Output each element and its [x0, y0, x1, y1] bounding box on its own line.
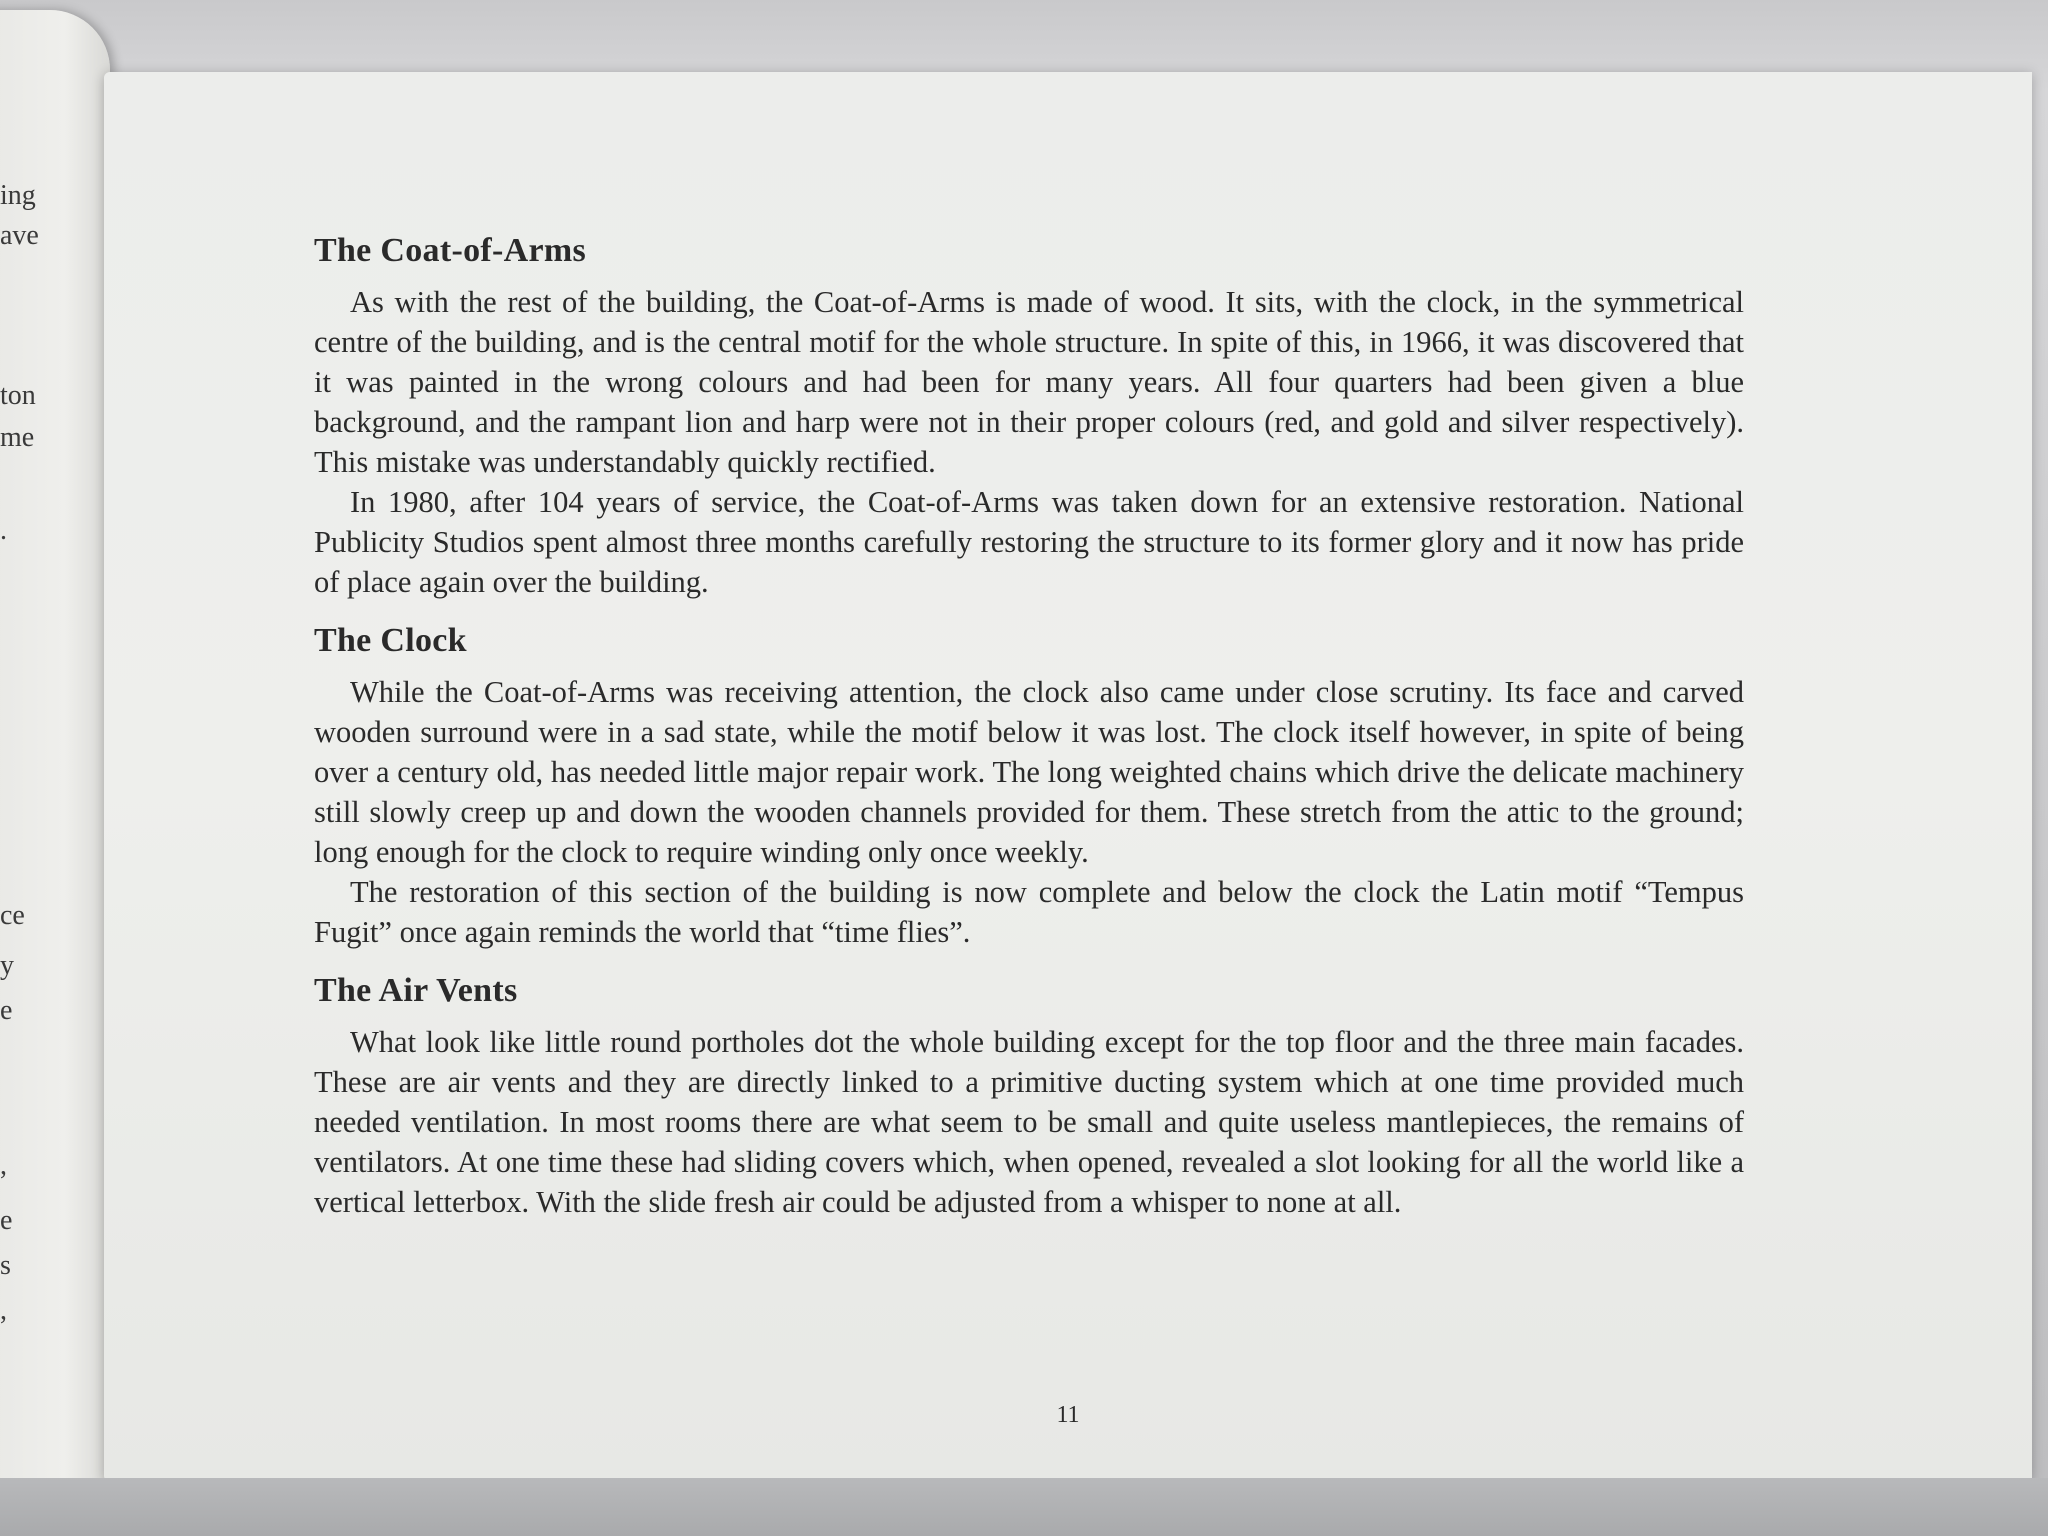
- section-heading: The Coat-of-Arms: [314, 232, 587, 269]
- section-heading: The Clock: [314, 622, 467, 659]
- paragraph: As with the rest of the building, the Coat-of-Arms is made of wood. It sits, with the clock, in the symmetrical centre of the building, and is the central motif for the whole structure. In spite of this, in 1966, it was discovered that it was painted in the wrong colours and had been for many years. All four quarters had been given a blue background, and the rampant lion and harp were not in their proper colours (red, and gold and silver respectively). This mistake was understandably quickly rectified.: [314, 285, 1744, 479]
- section-coat-of-arms: [314, 232, 1744, 602]
- facing-page-text: y: [0, 950, 14, 981]
- facing-page-text: me: [0, 422, 35, 453]
- section-heading: The Air Vents: [314, 972, 518, 1009]
- facing-page-text: ,: [0, 1150, 7, 1181]
- page-number: 11: [1056, 1402, 1080, 1428]
- paragraph: What look like little round portholes dot the whole building except for the top floor and the three main facades. These are air vents and they are directly linked to a primitive ducting system which at one time provided much needed ventilation. In most rooms there are what seem to be small and quite useless mantlepieces, the remains of ventilators. At one time these had sliding covers which, when opened, revealed a slot looking for all the world like a vertical letterbox. With the slide fresh air could be adjusted from a whisper to none at all.: [314, 1025, 1744, 1219]
- facing-page-text: ton: [0, 380, 36, 411]
- facing-page: [0, 10, 110, 1510]
- facing-page-text: ce: [0, 900, 25, 931]
- facing-page-text: s: [0, 1250, 11, 1281]
- paragraph: While the Coat-of-Arms was receiving attention, the clock also came under close scrutiny. Its face and carved wooden surround were in a sad state, while the motif below it was lost. The clock itself however, in spite of being over a century old, has needed little major repair work. The long weighted chains which drive the delicate machinery still slowly creep up and down the wooden channels provided for them. These stretch from the attic to the ground; long enough for the clock to require winding only once weekly.: [314, 675, 1744, 869]
- table-surface: [0, 1478, 2048, 1536]
- facing-page-text: ,: [0, 1295, 7, 1326]
- paragraph: In 1980, after 104 years of service, the Coat-of-Arms was taken down for an extensive restoration. National Publicity Studios spent almost three months carefully restoring the structure to its former glory and it now has pride of place again over the building.: [314, 485, 1744, 599]
- section-clock: [314, 622, 1744, 952]
- facing-page-text: .: [0, 515, 7, 546]
- section-air-vents: [314, 972, 1744, 1222]
- paragraph: The restoration of this section of the building is now complete and below the clock the Latin motif “Tempus Fugit” once again reminds the world that “time flies”.: [314, 875, 1744, 949]
- booklet-page: [104, 72, 2032, 1480]
- page-content: [314, 232, 1744, 1242]
- facing-page-text: e: [0, 1205, 13, 1236]
- facing-page-text: ing: [0, 180, 36, 211]
- facing-page-text: e: [0, 995, 13, 1026]
- facing-page-text: ave: [0, 220, 39, 251]
